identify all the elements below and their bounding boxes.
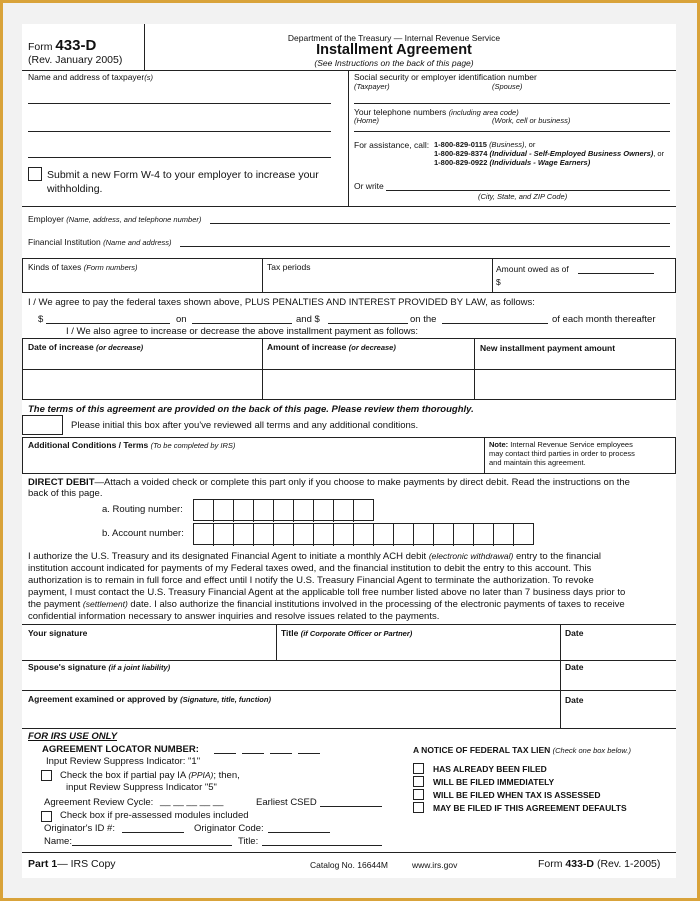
kinds-of-taxes-label: Kinds of taxes (Form numbers) (28, 262, 138, 272)
title-field-label: Title: (238, 836, 259, 847)
signature-divider-1 (276, 624, 277, 661)
payment-start-date-line[interactable] (192, 323, 292, 324)
account-digit-box[interactable] (354, 524, 374, 546)
terms-heading: The terms of this agreement are provided on the back of this page. Please review them thoroughly. (28, 404, 474, 415)
payment-on: on (176, 314, 187, 325)
header-rule (22, 70, 676, 71)
originator-id-label: Originator's ID #: (44, 823, 115, 834)
review-cycle-blanks[interactable]: __ __ __ __ __ (160, 796, 224, 807)
lien-option-1: HAS ALREADY BEEN FILED (433, 764, 547, 774)
originator-code-line[interactable] (268, 832, 330, 833)
account-digit-box[interactable] (414, 524, 434, 546)
taxpayer-section-rule (22, 206, 676, 207)
auth-line-1: I authorize the U.S. Treasury and its designated Financial Agent to initiate a monthly ACH debit (electronic withdrawal) entry to the financial (28, 551, 602, 562)
account-digit-box[interactable] (194, 524, 214, 546)
ssn-line[interactable] (354, 103, 670, 104)
each-month-text: of each month thereafter (552, 314, 656, 325)
signature-rule-2 (22, 690, 676, 691)
phone-home-label: (Home) (354, 116, 380, 125)
increase-col-divider-1 (262, 338, 263, 400)
ssn-spouse-label: (Spouse) (492, 82, 523, 91)
routing-digit-box[interactable] (334, 500, 354, 522)
payment-monthly-amount-line[interactable] (328, 323, 408, 324)
lien-heading: A NOTICE OF FEDERAL TAX LIEN (Check one box below.) (413, 745, 632, 755)
account-digit-box[interactable] (514, 524, 534, 546)
earliest-csed-line[interactable] (320, 806, 382, 807)
signature-rule-1 (22, 660, 676, 661)
employer-label: Employer (Name, address, and telephone number) (28, 214, 202, 224)
date-increase-header: Date of increase (or decrease) (28, 342, 144, 352)
signature-rule-3 (22, 728, 676, 729)
direct-debit-line-2: back of this page. (28, 488, 103, 499)
w4-line-2: withholding. (47, 183, 103, 195)
account-digit-box[interactable] (394, 524, 414, 546)
preassessed-label: Check box if pre-assessed modules included (60, 810, 249, 821)
amount-owed-label: Amount owed as of (496, 264, 569, 274)
payment-amount-line[interactable] (46, 323, 170, 324)
ppia-checkbox[interactable] (41, 770, 52, 781)
initial-box[interactable] (22, 415, 63, 435)
account-digit-box[interactable] (454, 524, 474, 546)
account-digit-box[interactable] (434, 524, 454, 546)
footer-website: www.irs.gov (412, 860, 458, 870)
routing-number-label: a. Routing number: (102, 504, 183, 515)
suppress-indicator-5: input Review Suppress Indicator "5" (66, 782, 217, 793)
account-number-label: b. Account number: (102, 528, 184, 539)
date-label-1: Date (565, 628, 584, 638)
account-digit-box[interactable] (334, 524, 354, 546)
routing-digit-box[interactable] (194, 500, 214, 522)
form-prefix: Form (28, 41, 53, 53)
agreement-statement: I / We agree to pay the federal taxes shown above, PLUS PENALTIES AND INTEREST PROVIDED BY LAW, as follows: (28, 297, 535, 308)
routing-digit-box[interactable] (274, 500, 294, 522)
routing-digit-box[interactable] (354, 500, 374, 522)
increase-table-row-rule (22, 369, 676, 370)
auth-line-5: the payment (settlement) date. I also authorize the financial institutions involved in the processing of the electronic payments of taxes to receive (28, 599, 625, 610)
locator-segment-1[interactable] (214, 753, 236, 754)
footer-part: Part 1— IRS Copy (28, 858, 116, 870)
financial-label: Financial Institution (Name and address) (28, 237, 172, 247)
payment-day-line[interactable] (442, 323, 548, 324)
w4-checkbox[interactable] (28, 167, 42, 181)
w4-line-1: Submit a new Form W-4 to your employer to increase your (47, 169, 319, 181)
lien-option-3-checkbox[interactable] (413, 789, 424, 800)
footer-rule (22, 852, 676, 853)
assistance-label: For assistance, call: (354, 140, 430, 150)
employer-line[interactable] (210, 223, 670, 224)
name-address-label: Name and address of taxpayer(s) (28, 72, 153, 82)
instructions-note: (See Instructions on the back of this page) (314, 58, 474, 68)
taxes-divider-2 (492, 258, 493, 293)
form-page (22, 24, 676, 878)
footer-form: Form 433-D (Rev. 1-2005) (538, 858, 661, 870)
auth-line-4: payment, I must contact the U.S. Treasury Financial Agent at the applicable toll free number listed above no later than 7 business days prior to (28, 587, 626, 598)
taxes-divider-1 (262, 258, 263, 293)
department-name: Department of the Treasury — Internal Revenue Service (287, 33, 501, 43)
conditions-label: Additional Conditions / Terms (To be completed by IRS) (28, 440, 236, 450)
note-line-3: and maintain this agreement. (489, 458, 586, 467)
earliest-csed-label: Earliest CSED (256, 797, 317, 808)
account-digit-box[interactable] (374, 524, 394, 546)
review-cycle-label: Agreement Review Cycle: (44, 797, 154, 808)
payment-on-the: on the (410, 314, 437, 325)
spouse-signature-label: Spouse's signature (if a joint liability) (28, 662, 171, 672)
lien-option-4: MAY BE FILED IF THIS AGREEMENT DEFAULTS (433, 803, 627, 813)
account-digit-box[interactable] (234, 524, 254, 546)
lien-option-1-checkbox[interactable] (413, 763, 424, 774)
routing-digit-box[interactable] (214, 500, 234, 522)
account-digit-box[interactable] (314, 524, 334, 546)
account-digit-box[interactable] (474, 524, 494, 546)
date-label-2: Date (565, 662, 584, 672)
account-number-field[interactable] (193, 523, 534, 545)
write-label: Or write (354, 181, 384, 191)
title-line[interactable] (262, 845, 382, 846)
phone-line[interactable] (354, 131, 670, 132)
locator-segment-4[interactable] (298, 753, 320, 754)
conditions-divider (484, 437, 485, 474)
amount-increase-header: Amount of increase (or decrease) (267, 342, 396, 352)
account-digit-box[interactable] (494, 524, 514, 546)
irs-use-heading: FOR IRS USE ONLY (28, 731, 118, 742)
initial-text: Please initial this box after you've reviewed all terms and any additional conditions. (71, 420, 419, 431)
lien-option-4-checkbox[interactable] (413, 802, 424, 813)
taxpayer-divider (348, 70, 349, 207)
routing-digit-box[interactable] (234, 500, 254, 522)
account-digit-box[interactable] (254, 524, 274, 546)
amount-owed-date-line[interactable] (578, 273, 654, 274)
signature-date-divider (560, 624, 561, 729)
suppress-indicator-1: Input Review Suppress Indicator: "1" (46, 756, 201, 767)
routing-number-field[interactable] (193, 499, 374, 521)
new-payment-header: New installment payment amount (480, 343, 616, 353)
payment-and-dollar: and $ (296, 314, 320, 325)
name-line[interactable] (72, 845, 232, 846)
increase-col-divider-2 (474, 338, 475, 400)
auth-line-6: confidential information necessary to answer inquiries and resolve issues related to the payments. (28, 611, 440, 622)
your-signature-label: Your signature (28, 628, 88, 638)
phone-label: Your telephone numbers (including area code) (354, 107, 519, 117)
routing-digit-box[interactable] (294, 500, 314, 522)
account-digit-box[interactable] (274, 524, 294, 546)
name-line-2[interactable] (28, 131, 331, 132)
locator-segment-3[interactable] (270, 753, 292, 754)
auth-line-2: institution account indicated for payments of my Federal taxes owed, and the financial institution to debit the entry to this account. This (28, 563, 592, 574)
city-state-zip-label: (City, State, and ZIP Code) (478, 192, 568, 201)
form-number-block (28, 37, 96, 54)
lien-option-2-checkbox[interactable] (413, 776, 424, 787)
locator-number-label: AGREEMENT LOCATOR NUMBER: (42, 744, 199, 755)
increase-statement: I / We also agree to increase or decrease the above installment payment as follows: (66, 326, 419, 337)
assistance-phone-2: 1-800-829-8374 (Individual - Self-Employed Business Owners), or (434, 149, 665, 158)
originator-id-line[interactable] (122, 832, 184, 833)
note-line-2: may contact third parties in order to process (489, 449, 635, 458)
auth-line-3: authorization is to remain in full force and effect until I notify the U.S. Treasury Financial Agent to terminate the authorization. To revoke (28, 575, 594, 586)
name-label: Name: (44, 836, 72, 847)
ssn-taxpayer-label: (Taxpayer) (354, 82, 390, 91)
name-line-3[interactable] (28, 157, 331, 158)
examined-label: Agreement examined or approved by (Signature, title, function) (28, 694, 271, 704)
footer-catalog: Catalog No. 16644M (310, 860, 388, 870)
originator-code-label: Originator Code: (194, 823, 264, 834)
financial-line[interactable] (180, 246, 670, 247)
lien-option-2: WILL BE FILED IMMEDIATELY (433, 777, 555, 787)
preassessed-checkbox[interactable] (41, 811, 52, 822)
form-number: 433-D (55, 37, 97, 54)
locator-segment-2[interactable] (242, 753, 264, 754)
phone-work-label: (Work, cell or business) (492, 116, 571, 125)
payment-dollar: $ (38, 314, 44, 325)
title-label: Title (if Corporate Officer or Partner) (281, 628, 413, 638)
form-revision: (Rev. January 2005) (28, 54, 123, 66)
account-digit-box[interactable] (294, 524, 314, 546)
direct-debit-line-1: DIRECT DEBIT—Attach a voided check or complete this part only if you choose to make payments by direct debit. Read the instructions on the (28, 477, 630, 488)
signature-top-rule (22, 624, 676, 625)
assistance-phone-3: 1-800-829-0922 (Individuals - Wage Earners) (434, 158, 591, 167)
name-line-1[interactable] (28, 103, 331, 104)
account-digit-box[interactable] (214, 524, 234, 546)
tax-periods-label: Tax periods (267, 262, 311, 272)
ppia-label: Check the box if partial pay IA (PPIA); then, (60, 770, 240, 781)
lien-option-3: WILL BE FILED WHEN TAX IS ASSESSED (433, 790, 601, 800)
write-line[interactable] (386, 190, 670, 191)
note-line-1: Note: Internal Revenue Service employees (489, 440, 633, 449)
form-title: Installment Agreement (316, 42, 472, 58)
amount-owed-dollar: $ (496, 277, 501, 287)
date-label-3: Date (565, 695, 584, 705)
routing-digit-box[interactable] (254, 500, 274, 522)
routing-digit-box[interactable] (314, 500, 334, 522)
assistance-phone-1: 1-800-829-0115 (Business), or (434, 140, 536, 149)
ssn-label: Social security or employer identification number (354, 72, 537, 82)
